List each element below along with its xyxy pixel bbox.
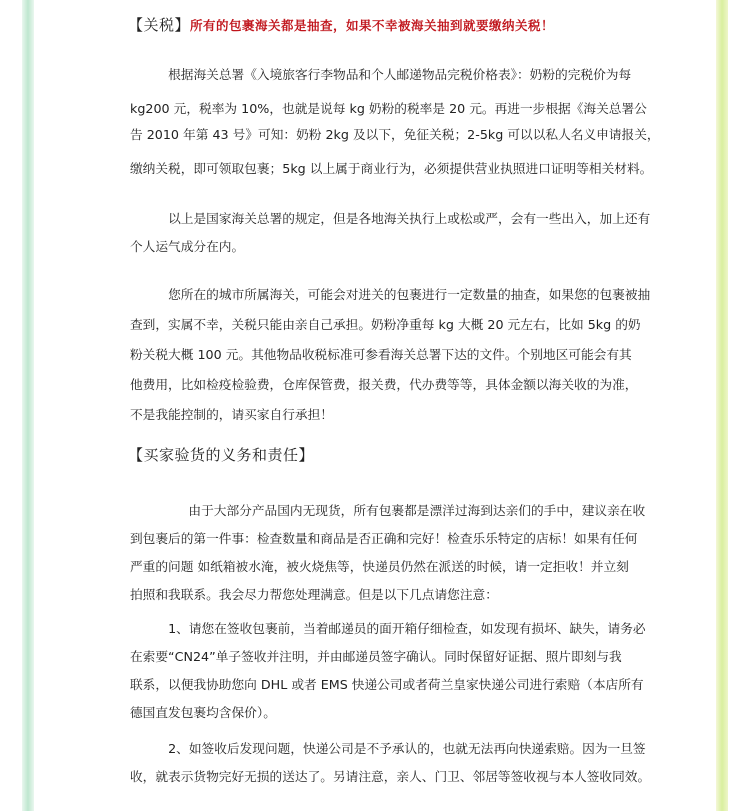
buyer-duty-heading bbox=[128, 444, 314, 465]
text-line: 拍照和我联系。我会尽力帮您处理满意。但是以下几点请您注意： bbox=[130, 587, 498, 602]
paragraph-inspection bbox=[130, 282, 670, 428]
text-line: 德国直发包裹均含保价）。 bbox=[130, 705, 276, 720]
text-line: 联系，以便我协助您向 DHL 或者 EMS 快递公司或者荷兰皇家快递公司进行索赔（本店所有 bbox=[130, 677, 644, 692]
customs-title: 【关税】 bbox=[128, 16, 191, 34]
text-line: 他费用，比如检疫检验费，仓库保管费，报关费，代办费等等，具体金额以海关收的为准， bbox=[130, 377, 638, 392]
paragraph-check-goods bbox=[130, 498, 670, 608]
text-line: 您所在的城市所属海关，可能会对进关的包裹进行一定数量的抽查，如果您的包裹被抽 bbox=[168, 287, 651, 302]
text-line: 告 2010 年第 43 号》可知：奶粉 2kg 及以下，免征关税；2-5kg 可以以私人名义申请报关， bbox=[130, 127, 660, 142]
text-line: 不是我能控制的，请买家自行承担！ bbox=[130, 407, 333, 422]
text-line: 个人运气成分在内。 bbox=[130, 239, 245, 254]
text-line: 根据海关总署《入境旅客行李物品和个人邮递物品完税价格表》：奶粉的完税价为每 bbox=[168, 67, 632, 82]
text-line: kg200 元，税率为 10%，也就是说每 kg 奶粉的税率是 20 元。再进一步根据《海关总署公 bbox=[130, 101, 647, 116]
customs-heading bbox=[128, 14, 554, 35]
text-line: 查到，实属不幸，关税只能由亲自己承担。奶粉净重每 kg 大概 20 元左右，比如 5kg 的奶 bbox=[130, 317, 641, 332]
customs-warning: 所有的包裹海关都是抽查，如果不幸被海关抽到就要缴纳关税！ bbox=[190, 18, 555, 33]
text-line: 严重的问题 如纸箱被水淹，被火烧焦等，快递员仍然在派送的时候，请一定拒收！并立刻 bbox=[130, 559, 629, 574]
text-line: 缴纳关税，即可领取包裹；5kg 以上属于商业行为，必须提供营业执照进口证明等相关材料。 bbox=[130, 161, 653, 176]
paragraph-enforcement bbox=[130, 206, 670, 260]
left-border-strip bbox=[22, 0, 34, 811]
text-line: 收，就表示货物完好无损的送达了。另请注意，亲人、门卫、邻居等签收视与本人签收同效。 bbox=[130, 769, 651, 784]
right-border-strip bbox=[716, 0, 728, 811]
paragraph-item-1 bbox=[130, 616, 670, 726]
buyer-duty-title: 【买家验货的义务和责任】 bbox=[128, 446, 315, 464]
text-line: 1、请您在签收包裹前，当着邮递员的面开箱仔细检查，如发现有损坏、缺失，请务必 bbox=[168, 621, 646, 636]
paragraph-item-2 bbox=[130, 736, 670, 790]
text-line: 到包裹后的第一件事：检查数量和商品是否正确和完好！检查乐乐特定的店标！如果有任何 bbox=[130, 531, 638, 546]
text-line: 由于大部分产品国内无现货，所有包裹都是漂洋过海到达亲们的手中，建议亲在收 bbox=[188, 503, 646, 518]
paragraph-customs-rules bbox=[130, 62, 670, 182]
text-line: 粉关税大概 100 元。其他物品收税标准可参看海关总署下达的文件。个别地区可能会有其 bbox=[130, 347, 632, 362]
document-page bbox=[40, 0, 710, 811]
text-line: 在索要“CN24”单子签收并注明，并由邮递员签字确认。同时保留好证据、照片即刻与我 bbox=[130, 649, 622, 664]
text-line: 以上是国家海关总署的规定，但是各地海关执行上或松或严，会有一些出入，加上还有 bbox=[168, 211, 651, 226]
text-line: 2、如签收后发现问题，快递公司是不予承认的，也就无法再向快递索赔。因为一旦签 bbox=[168, 741, 646, 756]
